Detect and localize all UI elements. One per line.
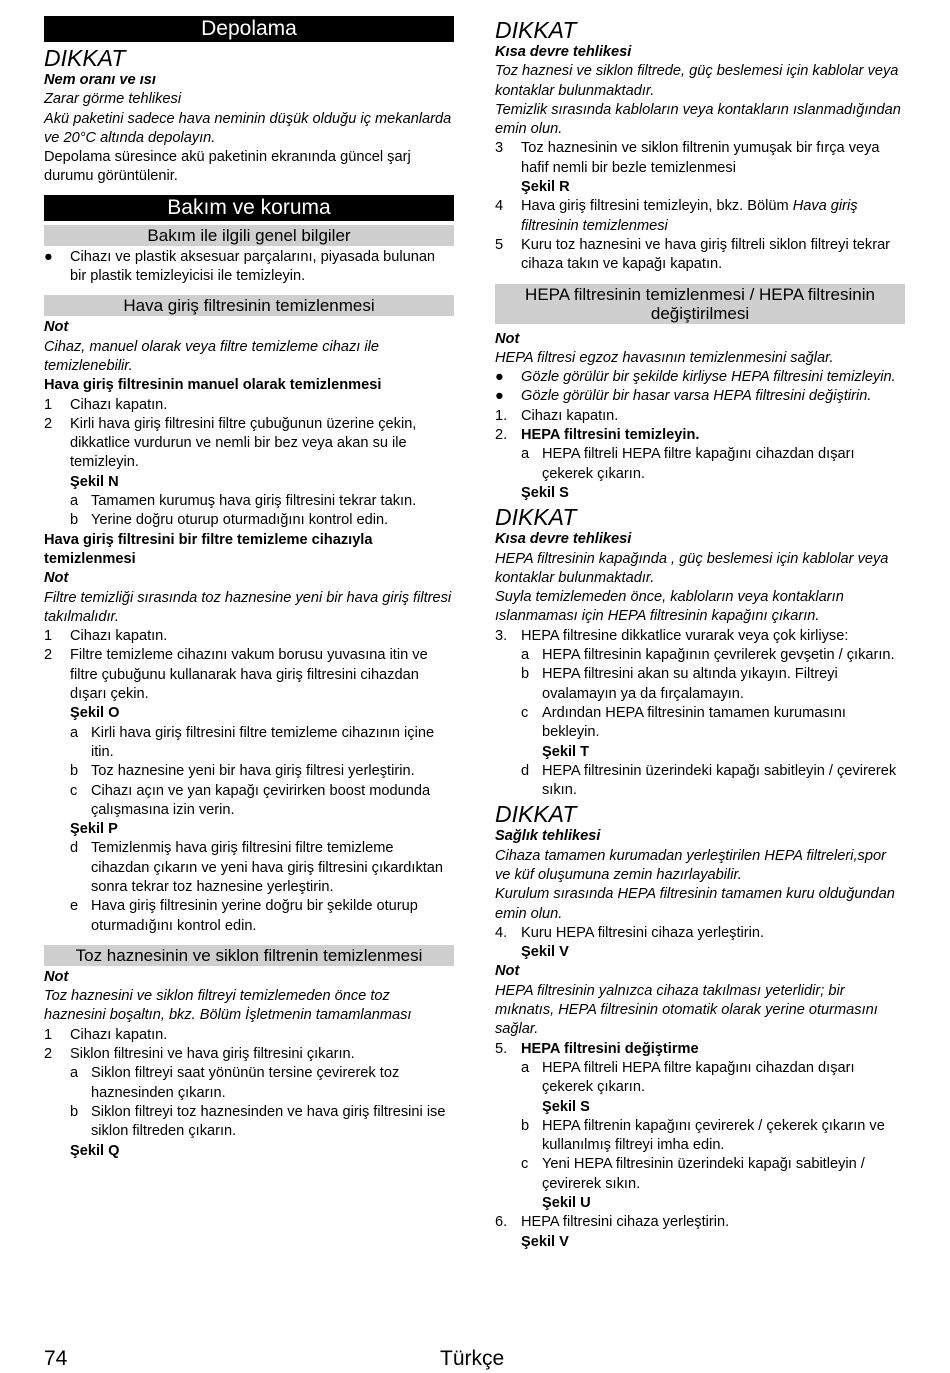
step-text: Cihazı kapatın. — [70, 628, 168, 645]
substep-letter: a — [70, 1065, 79, 1082]
footer-language: Türkçe — [440, 1347, 505, 1370]
substep-item — [70, 1064, 454, 1103]
step-item — [44, 415, 454, 473]
bullet-text: Cihazı ve plastik aksesuar parçalarını, piyasada bulunan bir plastik temizleyicisi ile temizleyin. — [70, 248, 436, 285]
substep-text: HEPA filtrenin kapağını çevirerek / çekerek çıkarın ve kullanılmış filtreyi imha edin. — [542, 1117, 885, 1154]
bullet-icon: ● — [495, 369, 504, 386]
figure-reference: Şekil P — [70, 821, 118, 838]
step-item — [495, 1213, 905, 1232]
step-number: 2 — [44, 1046, 53, 1063]
subsection-title-genel: Bakım ile ilgili genel bilgiler — [44, 225, 454, 246]
substep-text: Hava giriş filtresinin yerine doğru bir şekilde oturup oturmadığını kontrol edin. — [91, 898, 418, 934]
note-text: Cihaz, manuel olarak veya filtre temizleme cihazı ile temizlenebilir. — [44, 338, 379, 374]
warning-subtitle: Kısa devre tehlikesi — [495, 531, 632, 548]
substep-item — [521, 1117, 905, 1156]
substep-letter: c — [70, 782, 78, 799]
warning-heading: DIKKAT — [44, 45, 126, 71]
warning-heading: DIKKAT — [495, 17, 577, 43]
warning-subtitle: Nem oranı ve ısı — [44, 72, 156, 88]
figure-reference: Şekil Q — [70, 1142, 120, 1159]
substep-text: HEPA filtreli HEPA filtre kapağını cihazdan dışarı çekerek çıkarın. — [542, 446, 855, 482]
step-text: Cihazı kapatın. — [70, 1026, 168, 1043]
note-heading: Not — [44, 319, 69, 336]
step-item — [44, 646, 454, 704]
section-title-bakim: Bakım ve koruma — [44, 195, 454, 221]
note-text: Filtre temizliği sırasında toz haznesine yeni bir hava giriş filtresi takılmalıdır. — [44, 589, 452, 625]
warning-text: Suyla temizlemeden önce, kabloların veya kontakların ıslanmaması için HEPA filtresinin kapağını çıkarın. — [495, 589, 844, 625]
warning-text: HEPA filtresinin kapağında , güç beslemesi için kablolar veya kontaklar bulunmaktadır. — [495, 550, 889, 586]
substep-letter: d — [70, 840, 79, 857]
step-text: Kirli hava giriş filtresini filtre çubuğunun üzerine çekin, dikkatlice vurdurun ve nemli bir bez veya akan su ile temizleyin. — [70, 415, 417, 471]
note-heading: Not — [495, 330, 520, 347]
section-link[interactable]: Hava giriş filtresinin temizlenmesi — [521, 198, 858, 234]
step-number: 1 — [44, 1026, 53, 1043]
substep-letter: d — [521, 762, 530, 779]
note-heading: Not — [44, 968, 69, 985]
substep-item — [521, 445, 905, 484]
substep-letter: b — [70, 763, 79, 780]
bullet-item — [44, 248, 454, 287]
subsection-title-hava: Hava giriş filtresinin temizlenmesi — [44, 295, 454, 316]
step-number: 1 — [44, 396, 53, 413]
warning-text: Kurulum sırasında HEPA filtresinin tamamen kuru olduğundan emin olun. — [495, 886, 895, 922]
substep-letter: a — [70, 724, 79, 741]
substep-item — [70, 1103, 454, 1142]
substep-text: Toz haznesine yeni bir hava giriş filtresi yerleştirin. — [91, 763, 415, 780]
warning-text: Akü paketini sadece hava neminin düşük olduğu iç mekanlarda ve 20°C altında depolayın. — [44, 110, 452, 146]
figure-reference: Şekil N — [70, 473, 119, 490]
step-item — [44, 396, 454, 415]
step-text: HEPA filtresini değiştirme — [521, 1040, 699, 1057]
substep-text: Temizlenmiş hava giriş filtresini filtre temizleme cihazdan çıkarın ve yeni hava giriş filtresini çıkardıktan sonra tekrar toz haznesine yerleştirin. — [91, 840, 444, 895]
step-text: HEPA filtresini cihaza yerleştirin. — [521, 1214, 730, 1231]
bullet-icon: ● — [44, 248, 53, 265]
substep-item — [521, 1155, 905, 1194]
warning-text: Toz haznesi ve siklon filtrede, güç beslemesi için kablolar veya kontaklar bulunmaktadır. — [495, 63, 899, 99]
step-item — [495, 627, 905, 646]
substep-text: Tamamen kurumuş hava giriş filtresini tekrar takın. — [91, 493, 417, 510]
warning-heading: DIKKAT — [495, 801, 577, 828]
left-column — [44, 16, 454, 1161]
substep-item — [70, 724, 454, 763]
step-item — [495, 1040, 905, 1059]
substep-text: Kirli hava giriş filtresini filtre temizleme cihazının içine itin. — [91, 724, 435, 760]
step-item — [495, 139, 905, 178]
step-number: 1 — [44, 628, 53, 645]
substep-item — [521, 704, 905, 743]
warning-text: Zarar görme tehlikesi — [44, 91, 182, 108]
substep-text: Yeni HEPA filtresinin üzerindeki kapağı sabitleyin / çevirerek sıkın. — [542, 1156, 865, 1192]
step-text: Toz haznesinin ve siklon filtrenin yumuşak bir fırça veya hafif nemli bir bezle temizlenmesi — [521, 140, 880, 176]
figure-reference: Şekil O — [70, 705, 120, 722]
step-item — [495, 236, 905, 275]
substep-item — [521, 665, 905, 704]
step-number: 2. — [495, 427, 508, 444]
step-item — [495, 197, 905, 236]
step-item — [44, 627, 454, 646]
figure-reference: Şekil S — [542, 1098, 590, 1115]
step-number: 5. — [495, 1040, 508, 1057]
substep-item — [70, 511, 454, 530]
substep-item — [70, 897, 454, 936]
substep-item — [70, 762, 454, 781]
warning-text: Cihaza tamamen kurumadan yerleştirilen HEPA filtreleri,spor ve küf oluşumuna zemin hazırlayabilir. — [495, 847, 886, 883]
figure-reference: Şekil S — [521, 484, 569, 501]
step-text: Kuru HEPA filtresini cihaza yerleştirin. — [521, 924, 765, 941]
substep-letter: b — [70, 512, 79, 529]
substep-letter: b — [521, 1117, 530, 1134]
substep-item — [70, 492, 454, 511]
note-text: HEPA filtresinin yalnızca cihaza takılması yeterlidir; bir mıknatıs, HEPA filtresinin otomatik olarak yerine oturmasını sağlar. — [495, 982, 878, 1038]
step-text: HEPA filtresini temizleyin. — [521, 427, 700, 444]
note-heading: Not — [44, 570, 69, 587]
right-column — [495, 16, 905, 1252]
substep-letter: b — [70, 1103, 79, 1120]
bullet-text: Gözle görülür bir şekilde kirliyse HEPA filtresini temizleyin. — [521, 369, 896, 386]
note-text: HEPA filtresi egzoz havasının temizlenmesini sağlar. — [495, 349, 834, 366]
step-item — [495, 924, 905, 943]
warning-text: Temizlik sırasında kabloların veya kontakların ıslanmadığından emin olun. — [495, 101, 901, 138]
bullet-text: Gözle görülür bir hasar varsa HEPA filtresini değiştirin. — [521, 388, 872, 405]
warning-subtitle: Sağlık tehlikesi — [495, 828, 601, 845]
figure-reference: Şekil U — [542, 1195, 591, 1212]
step-text: HEPA filtresine dikkatlice vurarak veya çok kirliyse: — [521, 627, 849, 644]
bullet-icon: ● — [495, 388, 504, 405]
step-text-main: Hava giriş filtresini temizleyin, bkz. Bölüm — [521, 198, 793, 215]
substep-item — [521, 1059, 905, 1098]
step-text: Cihazı kapatın. — [70, 396, 168, 413]
step-text: Siklon filtresini ve hava giriş filtresini çıkarın. — [70, 1046, 355, 1063]
step-number: 5 — [495, 236, 504, 253]
subsection-title-hepa: HEPA filtresinin temizlenmesi / HEPA filtresinin değiştirilmesi — [495, 284, 905, 324]
step-text — [521, 197, 905, 236]
substep-text: Siklon filtreyi saat yönünün tersine çevirerek toz haznesinden çıkarın. — [91, 1065, 400, 1101]
step-number: 1. — [495, 407, 508, 424]
note-text: Toz haznesini ve siklon filtreyi temizlemeden önce toz haznesini boşaltın, bkz. Bölüm İşletmenin tamamlanması — [44, 988, 412, 1024]
figure-reference: Şekil R — [521, 179, 570, 196]
substep-letter: a — [70, 493, 79, 510]
subsection-title-toz: Toz haznesinin ve siklon filtrenin temizlenmesi — [44, 945, 454, 966]
substep-text: Yerine doğru oturup oturmadığını kontrol edin. — [91, 512, 389, 529]
substep-letter: b — [521, 666, 530, 683]
step-text: Filtre temizleme cihazını vakum borusu yuvasına itin ve filtre çubuğunu kullanarak hava giriş filtresini cihazdan dışarı çekin. — [70, 647, 428, 703]
step-text: Cihazı kapatın. — [521, 407, 619, 424]
paragraph: Depolama süresince akü paketinin ekranında güncel şarj durumu görüntülenir. — [44, 149, 411, 185]
step-number: 4 — [495, 198, 504, 215]
substep-text: HEPA filtresinin üzerindeki kapağı sabitleyin / çevirerek sıkın. — [542, 762, 897, 799]
substep-letter: c — [521, 704, 529, 721]
substep-letter: a — [521, 647, 530, 664]
step-number: 6. — [495, 1214, 508, 1231]
bullet-item — [495, 368, 905, 387]
step-number: 2 — [44, 415, 53, 432]
page-number: 74 — [44, 1347, 68, 1370]
step-number: 3 — [495, 140, 504, 157]
substep-text: HEPA filtreli HEPA filtre kapağını cihazdan dışarı çekerek çıkarın. — [542, 1059, 855, 1096]
substep-item — [521, 646, 905, 665]
step-item — [44, 1026, 454, 1045]
procedure-title: Hava giriş filtresinin manuel olarak temizlenmesi — [44, 377, 382, 394]
substep-letter: c — [521, 1156, 529, 1173]
substep-item — [70, 839, 454, 897]
substep-letter: a — [521, 446, 530, 463]
substep-text: Ardından HEPA filtresinin tamamen kurumasını bekleyin. — [542, 704, 846, 741]
substep-letter: e — [70, 898, 79, 915]
step-number: 3. — [495, 627, 508, 644]
step-item — [44, 1045, 454, 1064]
step-number: 2 — [44, 647, 53, 664]
substep-letter: a — [521, 1059, 530, 1076]
procedure-title: Hava giriş filtresini bir filtre temizleme cihazıyla temizlenmesi — [44, 531, 373, 567]
substep-text: Cihazı açın ve yan kapağı çevirirken boost modunda çalışmasına izin verin. — [91, 782, 431, 818]
step-text: Kuru toz haznesini ve hava giriş filtreli siklon filtreyi tekrar cihaza takın ve kapağı kapatın. — [521, 236, 891, 273]
substep-text: HEPA filtresinin kapağının çevrilerek gevşetin / çıkarın. — [542, 647, 895, 664]
figure-reference: Şekil V — [521, 1233, 569, 1250]
step-item — [495, 426, 905, 445]
figure-reference: Şekil V — [521, 944, 569, 961]
substep-text: HEPA filtresini akan su altında yıkayın. Filtreyi ovalamayın ya da fırçalamayın. — [542, 666, 838, 702]
note-heading: Not — [495, 963, 520, 980]
figure-reference: Şekil T — [542, 743, 590, 760]
substep-item — [521, 762, 905, 801]
warning-subtitle: Kısa devre tehlikesi — [495, 44, 632, 60]
section-title-depolama: Depolama — [44, 16, 454, 42]
substep-item — [70, 782, 454, 821]
bullet-item — [495, 387, 905, 406]
warning-heading: DIKKAT — [495, 504, 577, 531]
substep-text: Siklon filtreyi toz haznesinden ve hava giriş filtresini ise siklon filtreden çıkarın. — [91, 1103, 446, 1140]
step-number: 4. — [495, 924, 508, 941]
step-item — [495, 407, 905, 426]
